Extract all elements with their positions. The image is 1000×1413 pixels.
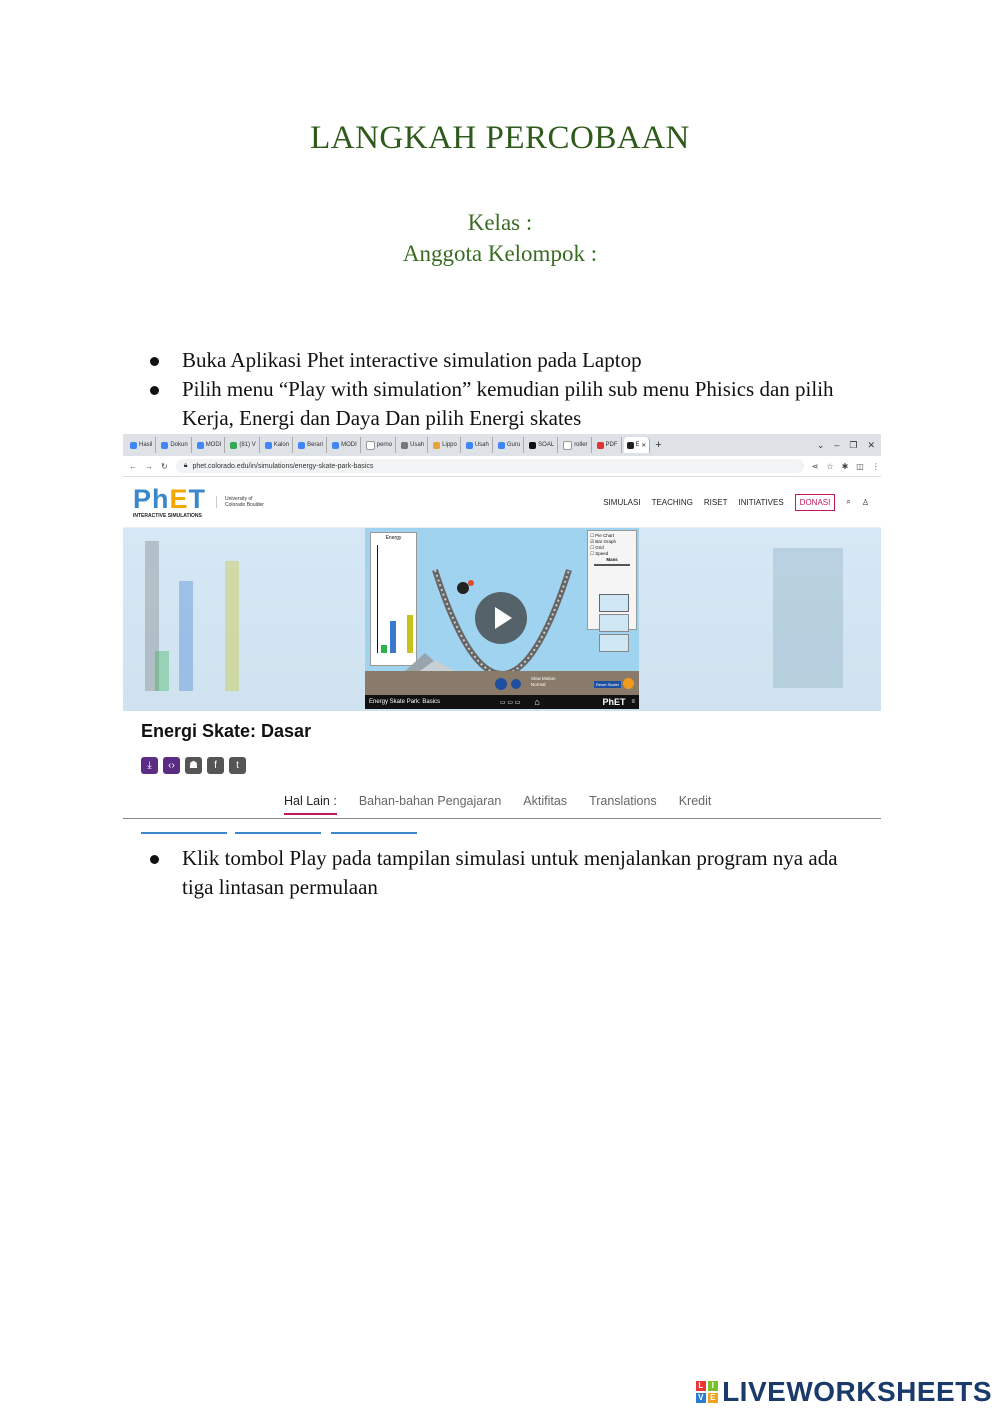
share-icon[interactable]: ⋖ <box>811 461 819 471</box>
twitter-icon[interactable]: t <box>229 757 246 774</box>
star-icon[interactable]: ☆ <box>826 461 834 471</box>
browser-tab[interactable]: PDF <box>594 437 622 453</box>
step-1: Buka Aplikasi Phet interactive simulation pada Laptop <box>150 346 870 375</box>
reset-all-icon[interactable] <box>623 678 634 689</box>
cut-off-card <box>141 832 227 834</box>
tab-hal-lain[interactable]: Hal Lain : <box>284 794 337 815</box>
cut-off-card <box>235 832 321 834</box>
forward-icon[interactable]: → <box>145 461 153 471</box>
simulation-preview[interactable] <box>365 528 639 709</box>
extensions-icon[interactable]: ✱ <box>841 461 849 471</box>
energy-graph-panel: Energy <box>370 532 417 666</box>
liveworksheets-logo: L I V E LIVEWORKSHEETS <box>696 1376 992 1408</box>
browser-tab[interactable]: roller <box>560 437 591 453</box>
browser-tab[interactable]: SOAL <box>526 437 558 453</box>
browser-tab-active[interactable]: E ✕ <box>624 437 651 453</box>
menu-icon[interactable]: ≡ <box>631 699 635 705</box>
speed-checkbox[interactable]: ☐ Speed <box>590 551 609 556</box>
browser-tab[interactable]: Usah <box>398 437 428 453</box>
sidebar-icon[interactable]: ◫ <box>856 461 864 471</box>
class-label: Kelas : <box>467 210 533 235</box>
logo-wordmark: PhET <box>133 483 207 514</box>
browser-tab[interactable]: Dokun <box>158 437 191 453</box>
track-choice-2[interactable] <box>599 614 629 632</box>
browser-tab-strip <box>123 434 881 456</box>
step-3: Klik tombol Play pada tampilan simulasi untuk menjalankan program nya ada tiga lintasan permulaan <box>150 844 870 902</box>
blurred-bar <box>155 651 169 691</box>
donate-button[interactable]: DONASI <box>795 494 836 511</box>
sim-play-icon[interactable] <box>495 678 507 690</box>
back-icon[interactable]: ← <box>129 461 137 471</box>
track-choice-3[interactable] <box>599 634 629 652</box>
embed-icon[interactable]: ‹› <box>163 757 180 774</box>
lock-icon: 🔒︎ <box>183 462 188 469</box>
home-icon[interactable]: ⌂ <box>534 697 540 707</box>
tab-translations[interactable]: Translations <box>589 794 657 808</box>
close-icon[interactable]: ✕ <box>641 442 647 449</box>
restore-icon[interactable]: ❐ <box>849 439 858 450</box>
mass-slider[interactable] <box>594 564 630 566</box>
grid-checkbox[interactable]: ☐ Grid <box>590 545 604 550</box>
browser-tab[interactable]: Kalon <box>262 437 293 453</box>
cut-off-card <box>331 832 417 834</box>
menu-simulasi[interactable]: SIMULASI <box>603 497 641 507</box>
address-bar <box>123 456 881 477</box>
browser-tab[interactable]: Hasil <box>127 437 156 453</box>
track-choice-1[interactable] <box>599 594 629 612</box>
browser-tab[interactable]: Lippo <box>430 437 461 453</box>
simulation-banner <box>123 528 881 711</box>
browser-tab[interactable]: Usah <box>463 437 493 453</box>
screen-icons[interactable]: ▭ ▭ ▭ <box>500 699 521 706</box>
skater[interactable] <box>457 582 469 594</box>
download-icon[interactable]: ⤓ <box>141 757 158 774</box>
browser-tab[interactable]: MODI <box>329 437 361 453</box>
steps-list-1 <box>150 346 870 433</box>
blurred-panel <box>773 548 843 688</box>
user-icon[interactable]: ♙ <box>861 497 869 507</box>
pie-chart-checkbox[interactable]: ☐ Pie Chart <box>590 533 615 538</box>
tab-aktifitas[interactable]: Aktifitas <box>523 794 568 808</box>
phet-logo[interactable]: PhET INTERACTIVE SIMULATIONS <box>133 483 207 519</box>
display-options-panel: ☐ Pie Chart ☑ Bar Graph ☐ Grid ☐ Speed Mass <box>587 530 637 630</box>
menu-riset[interactable]: RISET <box>703 497 728 507</box>
tab-bahan[interactable]: Bahan-bahan Pengajaran <box>358 794 502 808</box>
chevron-down-icon[interactable]: ⌄ <box>816 439 825 450</box>
phet-screenshot <box>123 434 881 838</box>
group-members-label: Anggota Kelompok : <box>402 241 598 266</box>
play-button[interactable] <box>475 592 527 644</box>
browser-tab[interactable]: Berari <box>295 437 327 453</box>
minimize-icon[interactable]: – <box>834 439 840 450</box>
blurred-bar <box>179 581 193 691</box>
browser-tab[interactable]: (81) V <box>227 437 259 453</box>
simulation-title: Energi Skate: Dasar <box>141 721 312 741</box>
profile-icon[interactable]: ☗ <box>185 757 202 774</box>
bullet-icon <box>150 386 159 395</box>
window-controls <box>817 440 881 451</box>
site-menu <box>603 494 881 511</box>
blurred-bar <box>225 561 239 691</box>
facebook-icon[interactable]: f <box>207 757 224 774</box>
menu-teaching[interactable]: TEACHING <box>651 497 693 507</box>
browser-tab[interactable]: MODI <box>194 437 226 453</box>
content-tabs <box>284 794 711 815</box>
site-header <box>123 477 881 528</box>
bullet-icon <box>150 357 159 366</box>
divider <box>123 818 881 819</box>
new-tab-icon[interactable]: + <box>652 437 664 453</box>
share-icons <box>141 757 246 774</box>
reload-icon[interactable]: ↻ <box>161 461 168 471</box>
search-icon[interactable]: ⌕ <box>846 497 851 506</box>
url-input[interactable]: 🔒︎ phet.colorado.edu/in/simulations/energy-skate-park-basics <box>176 459 804 473</box>
tab-kredit[interactable]: Kredit <box>678 794 712 808</box>
speed-options[interactable]: Slow Motion Normal <box>531 676 556 687</box>
bar-graph-checkbox[interactable]: ☑ Bar Graph <box>590 539 617 544</box>
close-window-icon[interactable]: ✕ <box>867 439 875 450</box>
step-2: Pilih menu “Play with simulation” kemudian pilih sub menu Phisics dan pilih Kerja, Energi dan Daya Dan pilih Energi skates <box>150 375 870 433</box>
browser-tab[interactable]: perno <box>363 437 396 453</box>
liveworksheets-icon: L I V E <box>696 1381 718 1403</box>
skater-helmet <box>468 580 474 586</box>
browser-tab[interactable]: Guru <box>495 437 524 453</box>
bullet-icon <box>150 855 159 864</box>
sim-step-icon[interactable] <box>511 679 521 689</box>
simulation-footer: Energy Skate Park: Basics ▭ ▭ ▭ ⌂ PhET ≡ <box>365 695 639 709</box>
university-logo: University of Colorado Boulder <box>216 496 265 508</box>
steps-list-2 <box>150 844 870 902</box>
more-icon[interactable]: ⋮ <box>871 461 880 471</box>
reset-skater-button[interactable]: Reset Skater <box>596 682 620 687</box>
menu-initiatives[interactable]: INITIATIVES <box>738 497 784 507</box>
page-title: LANGKAH PERCOBAAN <box>310 120 690 156</box>
